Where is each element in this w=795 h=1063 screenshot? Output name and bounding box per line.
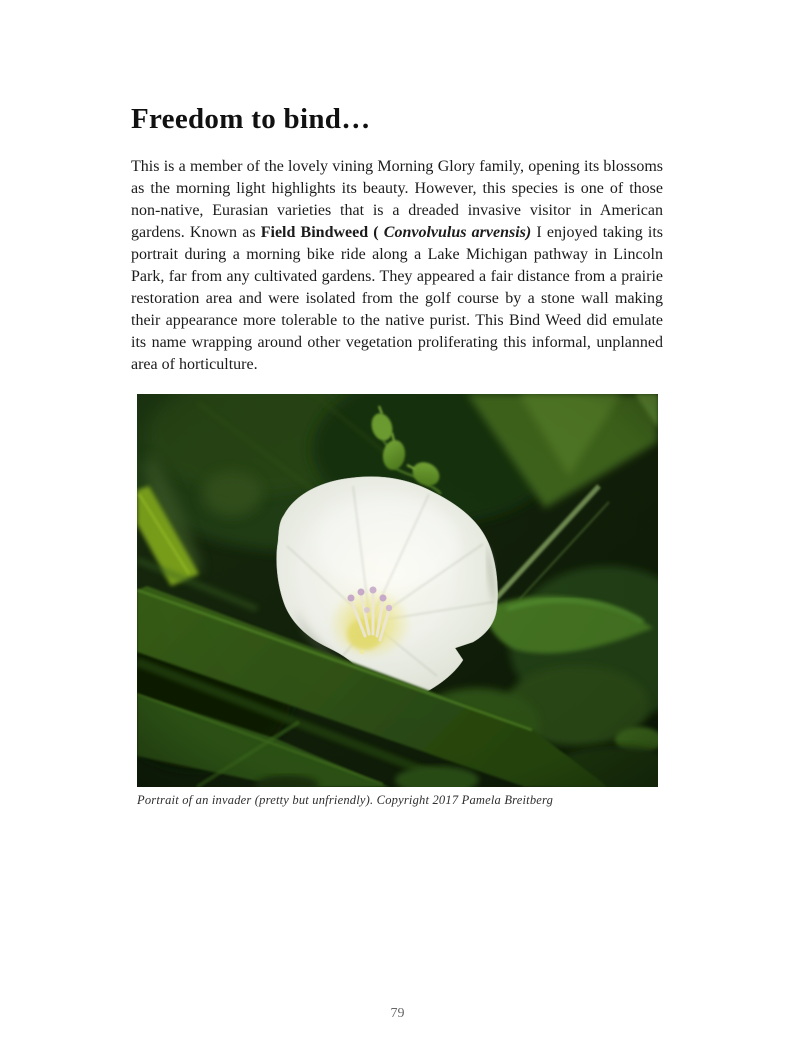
photo-caption: Portrait of an invader (pretty but unfriendly). Copyright 2017 Pamela Breitberg — [137, 793, 554, 807]
species-name-bold: Field Bindweed ( — [260, 224, 384, 241]
page-number: 79 — [390, 1006, 405, 1021]
bindweed-photo — [137, 394, 658, 787]
photo-vignette — [137, 394, 658, 787]
bindweed-photo-illustration — [137, 394, 658, 787]
species-latin-bold-italic: Convolvulus arvensis) — [383, 224, 532, 241]
paragraph-lead: This is a member of the lovely vining Morning Glory family, opening its blossoms as the morning light highlights its beauty. However, this species is one of those non-native, Eurasian varieties that is a dreaded invasive visitor in American gardens. Known as — [131, 158, 663, 241]
paragraph-rest: I enjoyed taking its portrait during a morning bike ride along a Lake Michigan pathway in Lincoln Park, far from any cultivated gardens. They appeared a fair distance from a prairie restoration area and were isolated from the golf course by a stone wall making their appearance more tolerable to the native purist. This Bind Weed did emulate its name wrapping around other vegetation proliferating this informal, unplanned area of horticulture. — [131, 224, 663, 373]
page-title: Freedom to bind… — [131, 103, 371, 135]
flower-figure — [137, 394, 663, 808]
article-paragraph — [131, 156, 663, 376]
